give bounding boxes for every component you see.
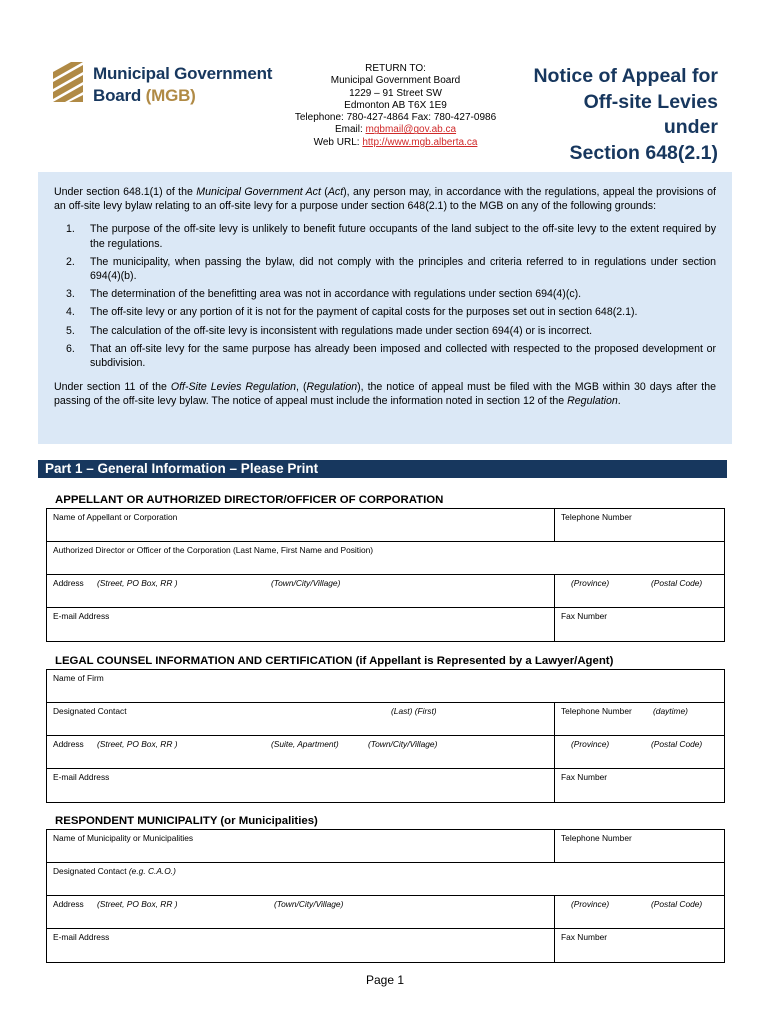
respondent-province-postal-field[interactable]: (Province) (Postal Code) (554, 896, 724, 928)
appellant-section-title: APPELLANT OR AUTHORIZED DIRECTOR/OFFICER OF CORPORATION (55, 494, 444, 506)
page-number: Page 1 (365, 973, 405, 987)
appellant-address-field[interactable]: Address (Street, PO Box, RR ) (Town/City/Village) (53, 578, 341, 588)
list-item: 2. The municipality, when passing the bylaw, did not comply with the principles and criteria referred to in regulations under section 694(4)(b). (66, 255, 716, 283)
respondent-grid (46, 829, 725, 963)
respondent-section-title: RESPONDENT MUNICIPALITY (or Municipalities) (55, 815, 318, 827)
list-item: 4. The off-site levy or any portion of it is not for the payment of capital costs for the purposes set out in section 648(2.1). (66, 306, 638, 319)
counsel-email-field[interactable]: E-mail Address (53, 772, 110, 782)
intro-paragraph-1: Under section 648.1(1) of the Municipal Government Act (Act), any person may, in accordance with the regulations, appeal the provisions of an off-site levy bylaw relating to an off-site levy for a purpose under section 648(2.1) to the MGB on any of the following grounds: (54, 186, 716, 213)
appellant-fax-field[interactable]: Fax Number (554, 608, 724, 641)
logo-line2: Board (MGB) (93, 86, 196, 105)
appellant-province-postal-field[interactable]: (Province) (Postal Code) (554, 575, 724, 607)
return-heading: RETURN TO: (365, 63, 426, 74)
respondent-fax-field[interactable]: Fax Number (554, 929, 724, 962)
return-street: 1229 – 91 Street SW (349, 87, 442, 99)
counsel-telephone-field[interactable]: Telephone Number (daytime) (554, 703, 724, 735)
appellant-director-field[interactable]: Authorized Director or Officer of the Corporation (Last Name, First Name and Position) (53, 545, 374, 555)
mgb-logo (53, 62, 273, 110)
list-item: 6. That an off-site levy for the same purpose has already been imposed and collected with respected to the proposed development or subdivision. (66, 342, 716, 370)
page-title: Notice of Appeal for Off-site Levies under Section 648(2.1) (533, 65, 718, 164)
list-item: 3. The determination of the benefitting area was not in accordance with regulations under section 694(4)(c). (66, 288, 582, 301)
counsel-province-postal-field[interactable]: (Province) (Postal Code) (554, 736, 724, 768)
return-phone-fax: Telephone: 780-427-4864 Fax: 780-427-0986 (294, 112, 497, 124)
intro-box (38, 172, 732, 444)
counsel-grid (46, 669, 725, 803)
list-item: 5. The calculation of the off-site levy is inconsistent with regulations made under section 694(4) or is incorrect. (66, 324, 593, 337)
list-item: 1. The purpose of the off-site levy is unlikely to benefit future occupants of the land subject to the off-site levy to the extent required by the regulations. (66, 223, 716, 250)
intro-paragraph-2: Under section 11 of the Off-Site Levies Regulation, (Regulation), the notice of appeal must be filed with the MGB within 30 days after the passing of the off-site levy bylaw. The notice of appeal must include the information noted in section 12 of the Regulation. (54, 381, 716, 408)
appellant-telephone-field[interactable]: Telephone Number (554, 509, 724, 541)
respondent-address-field[interactable]: Address (Street, PO Box, RR ) (Town/City/Village) (53, 899, 344, 909)
grounds-list (54, 222, 716, 370)
counsel-firm-field[interactable]: Name of Firm (53, 673, 104, 683)
logo-line1: Municipal Government (93, 64, 273, 83)
counsel-section-title: LEGAL COUNSEL INFORMATION AND CERTIFICATION (if Appellant is Represented by a Lawyer/Agent) (55, 655, 614, 667)
respondent-name-field[interactable]: Name of Municipality or Municipalities (53, 833, 194, 843)
counsel-fax-field[interactable]: Fax Number (554, 769, 724, 802)
web-link[interactable]: http://www.mgb.alberta.ca (362, 136, 478, 148)
return-web-line: Web URL: http://www.mgb.alberta.ca (313, 136, 478, 148)
return-address (283, 63, 508, 149)
respondent-email-field[interactable]: E-mail Address (53, 932, 110, 942)
appellant-grid (46, 508, 725, 642)
part1-header: Part 1 – General Information – Please Print (38, 460, 727, 478)
respondent-contact-field[interactable]: Designated Contact (e.g. C.A.O.) (53, 866, 176, 876)
mgb-stripes-logo-icon (53, 62, 87, 106)
counsel-address-field[interactable]: Address (Street, PO Box, RR ) (Suite, Apartment) (Town/City/Village) (53, 739, 438, 749)
respondent-telephone-field[interactable]: Telephone Number (554, 830, 724, 862)
appellant-name-field[interactable]: Name of Appellant or Corporation (53, 512, 178, 522)
counsel-contact-field[interactable]: Designated Contact (Last) (First) (53, 706, 437, 716)
appellant-email-field[interactable]: E-mail Address (53, 611, 110, 621)
return-org: Municipal Government Board (330, 75, 461, 87)
return-email-line: Email: mgbmail@gov.ab.ca (334, 124, 457, 136)
email-link[interactable]: mgbmail@gov.ab.ca (365, 124, 457, 136)
return-city: Edmonton AB T6X 1E9 (344, 99, 447, 111)
